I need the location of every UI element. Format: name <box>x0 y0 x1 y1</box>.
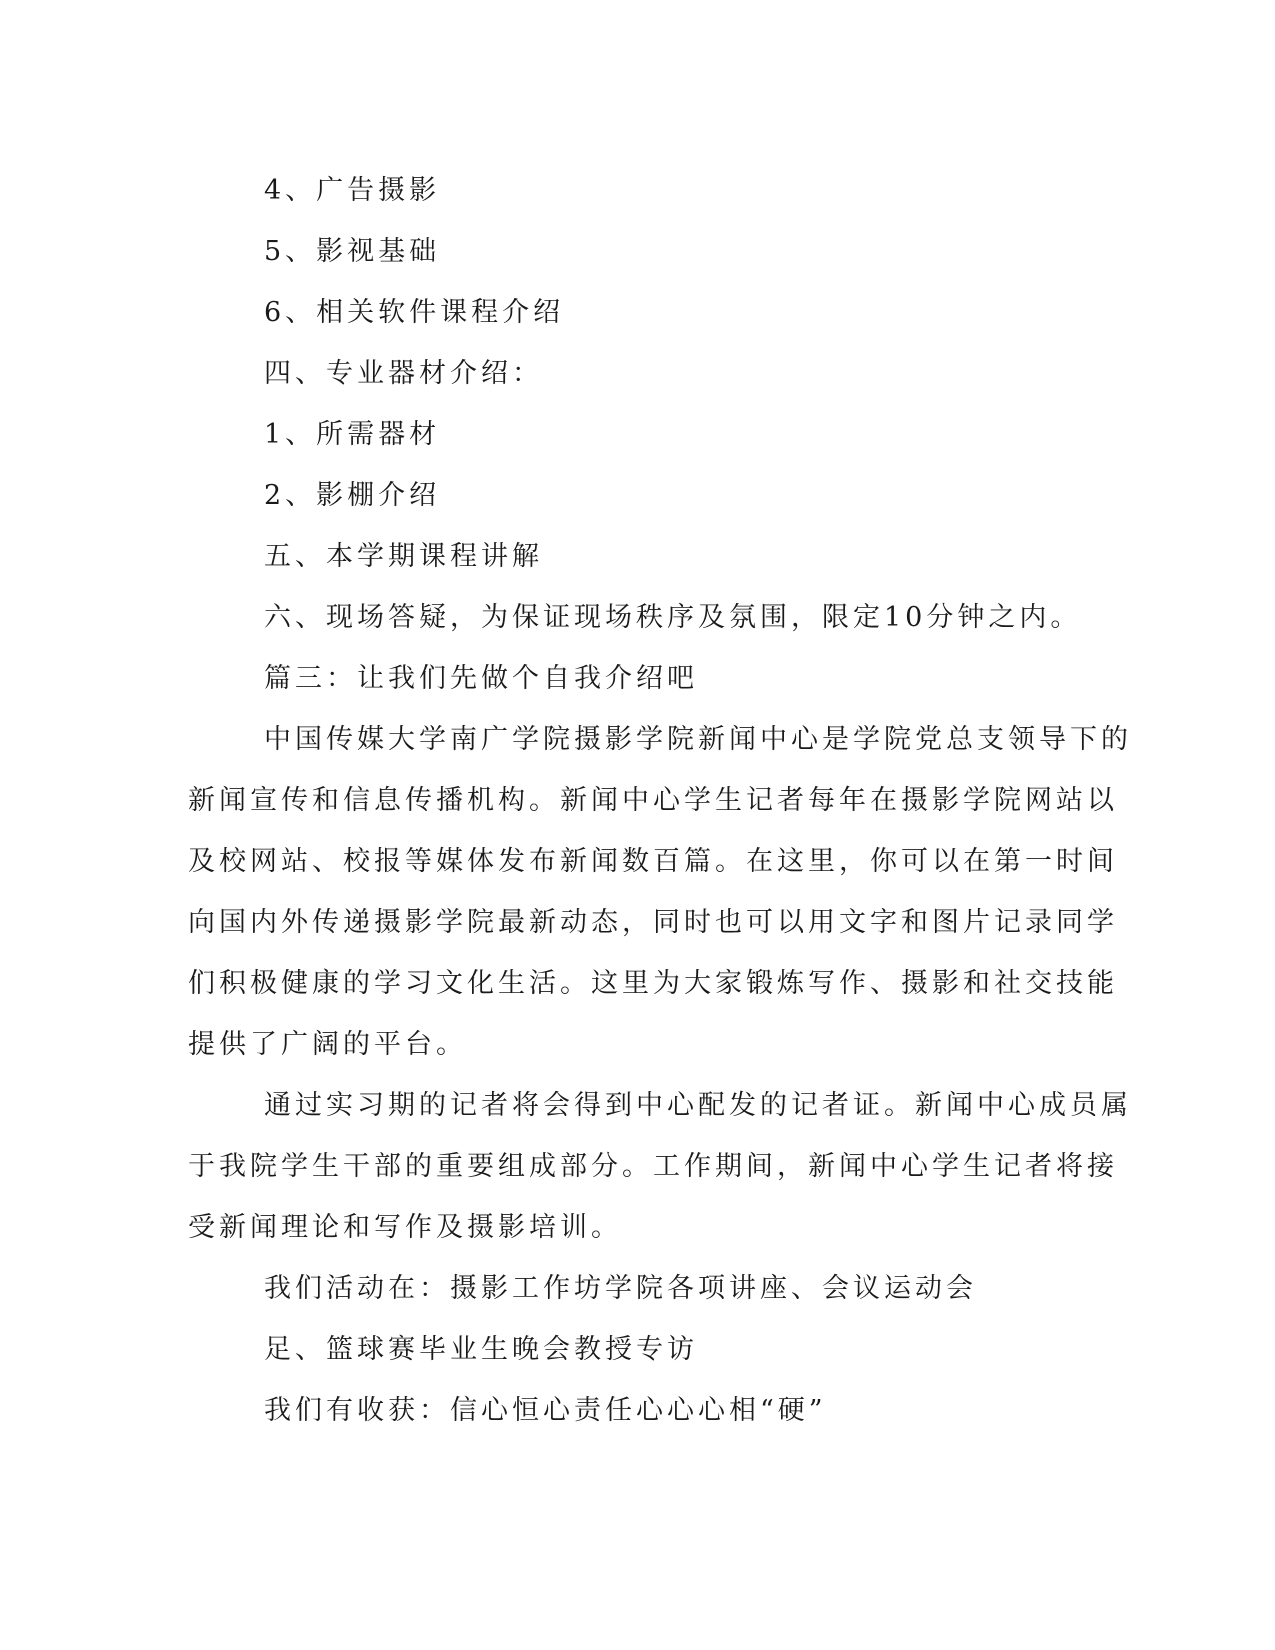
activities-line: 足、篮球赛毕业生晚会教授专访 <box>264 1334 698 1365</box>
list-item-advertising-photography: 4、广告摄影 <box>264 175 441 206</box>
list-item-required-equipment: 1、所需器材 <box>264 419 441 450</box>
paragraph-line: 中国传媒大学南广学院摄影学院新闻中心是学院党总支领导下的 <box>264 724 1132 755</box>
list-item-film-basics: 5、影视基础 <box>264 236 441 267</box>
gains-line: 我们有收获：信心恒心责任心心心相“硬” <box>264 1395 827 1426</box>
part-three-heading: 篇三：让我们先做个自我介绍吧 <box>264 663 698 694</box>
paragraph-news-center-intro <box>188 709 1132 1075</box>
section-heading-equipment: 四、专业器材介绍： <box>264 358 543 389</box>
paragraph-line: 受新闻理论和写作及摄影培训。 <box>188 1212 622 1243</box>
list-item-software-courses: 6、相关软件课程介绍 <box>264 297 565 328</box>
paragraph-line: 提供了广阔的平台。 <box>188 1029 467 1060</box>
paragraph-line: 及校网站、校报等媒体发布新闻数百篇。在这里，你可以在第一时间 <box>188 846 1118 877</box>
document-body <box>188 160 1132 1441</box>
section-heading-course-explanation: 五、本学期课程讲解 <box>264 541 543 572</box>
paragraph-line: 新闻宣传和信息传播机构。新闻中心学生记者每年在摄影学院网站以 <box>188 785 1118 816</box>
section-heading-qa: 六、现场答疑，为保证现场秩序及氛围，限定10分钟之内。 <box>264 602 1082 633</box>
list-item-studio-introduction: 2、影棚介绍 <box>264 480 441 511</box>
paragraph-line: 于我院学生干部的重要组成部分。工作期间，新闻中心学生记者将接 <box>188 1151 1118 1182</box>
paragraph-line: 通过实习期的记者将会得到中心配发的记者证。新闻中心成员属 <box>264 1090 1132 1121</box>
activities-line: 我们活动在：摄影工作坊学院各项讲座、会议运动会 <box>264 1273 977 1304</box>
paragraph-line: 向国内外传递摄影学院最新动态，同时也可以用文字和图片记录同学 <box>188 907 1118 938</box>
paragraph-reporter-certificate <box>188 1075 1132 1258</box>
paragraph-line: 们积极健康的学习文化生活。这里为大家锻炼写作、摄影和社交技能 <box>188 968 1118 999</box>
